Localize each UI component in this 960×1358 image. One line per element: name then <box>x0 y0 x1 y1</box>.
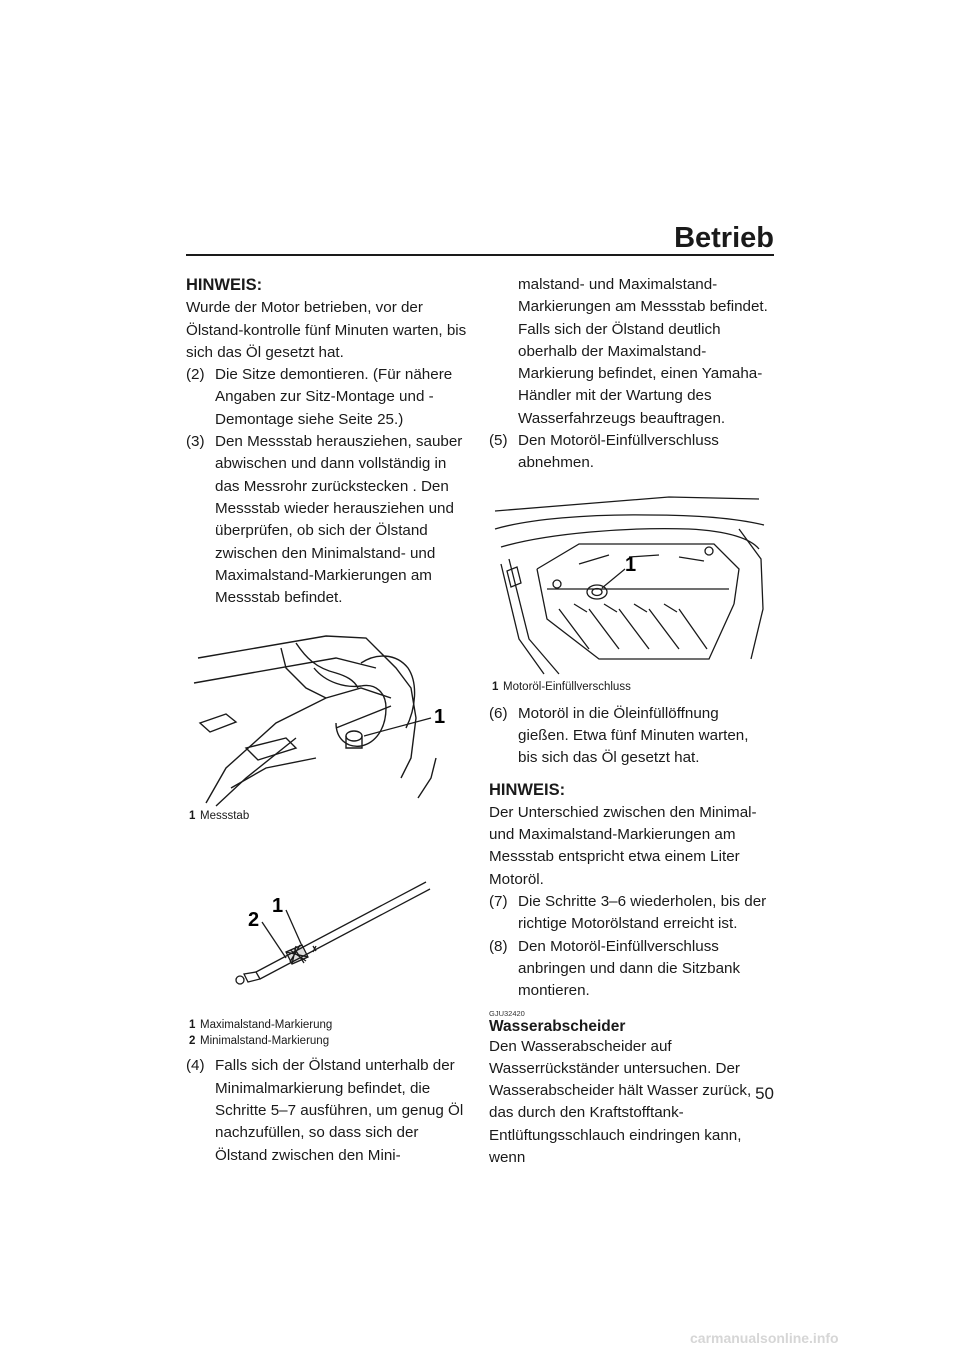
step-text: Den Messstab herausziehen, sauber abwischen und dann vollständig in das Messrohr zurückstecken . Den Messstab wieder herausziehen und überprüfen, ob sich der Ölstand zwischen den Minimalstand- und Maximalstand-Markierungen am Messstab befindet. <box>215 433 463 607</box>
step-text: Den Motoröl-Einfüllverschluss anbringen und dann die Sitzbank montieren. <box>518 937 741 1000</box>
step-text: Motoröl in die Öleinfüllöffnung gießen. Etwa fünf Minuten warten, bis sich das Öl gesetzt hat. <box>518 704 749 767</box>
left-column <box>186 274 468 1167</box>
callout-number: 1 <box>434 706 446 729</box>
caption-text: Minimalstand-Markierung <box>200 1035 330 1048</box>
step-5 <box>489 430 771 475</box>
figure-caption <box>186 808 468 824</box>
caption-text: Messstab <box>200 810 250 823</box>
figure-caption <box>489 679 771 695</box>
step-6 <box>489 703 771 770</box>
figure-caption <box>186 1033 468 1049</box>
header-rule <box>186 254 774 256</box>
hinweis-heading: HINWEIS: <box>186 276 263 294</box>
hinweis-text: Wurde der Motor betrieben, vor der Ölstand-kontrolle fünf Minuten warten, bis sich das Öl gesetzt hat. <box>186 299 467 361</box>
hinweis-heading: HINWEIS: <box>489 780 566 799</box>
caption-number: 1 <box>189 1019 196 1032</box>
step-8 <box>489 936 771 1003</box>
caption-number: 2 <box>189 1035 196 1048</box>
caption-number: 1 <box>492 680 499 693</box>
callout-max: 1 <box>272 895 284 918</box>
step-text: Die Schritte 3–6 wiederholen, bis der richtige Motorölstand erreicht ist. <box>518 893 767 933</box>
oil-filler-cap-illustration <box>489 489 771 679</box>
right-column <box>489 274 771 1169</box>
step-7 <box>489 891 771 936</box>
step-number: (8) <box>489 937 508 955</box>
step-number: (2) <box>186 366 205 384</box>
watermark: carmanualsonline.info <box>690 1330 839 1346</box>
step-text: Falls sich der Ölstand unterhalb der Minimalmarkierung befindet, die Schritte 5–7 ausführen, um genug Öl nachzufüllen, so dass sich der Ölstand zwischen den Mini- <box>215 1057 464 1164</box>
section-text: Den Wasserabscheider auf Wasserrückständer untersuchen. Der Wasserabscheider hält Wasser zurück, das durch den Kraftstofftank-Entlüftungsschlauch eindringen kann, wenn <box>489 1037 752 1167</box>
step-4-continued: malstand- und Maximalstand-Markierungen am Messstab befindet. Falls sich der Ölstand deutlich oberhalb der Maximalstand-Markierung befindet, einen Yamaha-Händler mit der Wartung des Wasserfahrzeugs beauftragen. <box>518 276 768 427</box>
step-2 <box>186 364 468 431</box>
caption-number: 1 <box>189 810 196 823</box>
step-number: (4) <box>186 1057 205 1075</box>
step-number: (3) <box>186 433 205 451</box>
page-number: 50 <box>755 1084 774 1103</box>
callout-min: 2 <box>248 909 260 932</box>
dipstick-markings-illustration <box>186 842 468 1017</box>
dipstick-location-illustration <box>186 628 468 808</box>
figure-caption <box>186 1017 468 1033</box>
section-heading: Wasserabscheider <box>489 1017 626 1035</box>
hinweis-text: Der Unterschied zwischen den Minimal- und Maximalstand-Markierungen am Messstab entspricht etwa einem Liter Motoröl. <box>489 803 757 888</box>
page-header-title: Betrieb <box>674 222 774 254</box>
step-number: (6) <box>489 704 508 722</box>
step-number: (7) <box>489 893 508 911</box>
step-text: Den Motoröl-Einfüllverschluss abnehmen. <box>518 432 719 472</box>
step-number: (5) <box>489 432 508 450</box>
step-4 <box>186 1055 468 1166</box>
caption-text: Motoröl-Einfüllverschluss <box>503 680 631 693</box>
callout-number: 1 <box>625 553 637 576</box>
section-code: GJU32420 <box>489 1008 525 1018</box>
step-3 <box>186 431 468 609</box>
caption-text: Maximalstand-Markierung <box>200 1019 333 1032</box>
step-text: Die Sitze demontieren. (Für nähere Angaben zur Sitz-Montage und -Demontage siehe Seite 25.) <box>215 366 453 428</box>
